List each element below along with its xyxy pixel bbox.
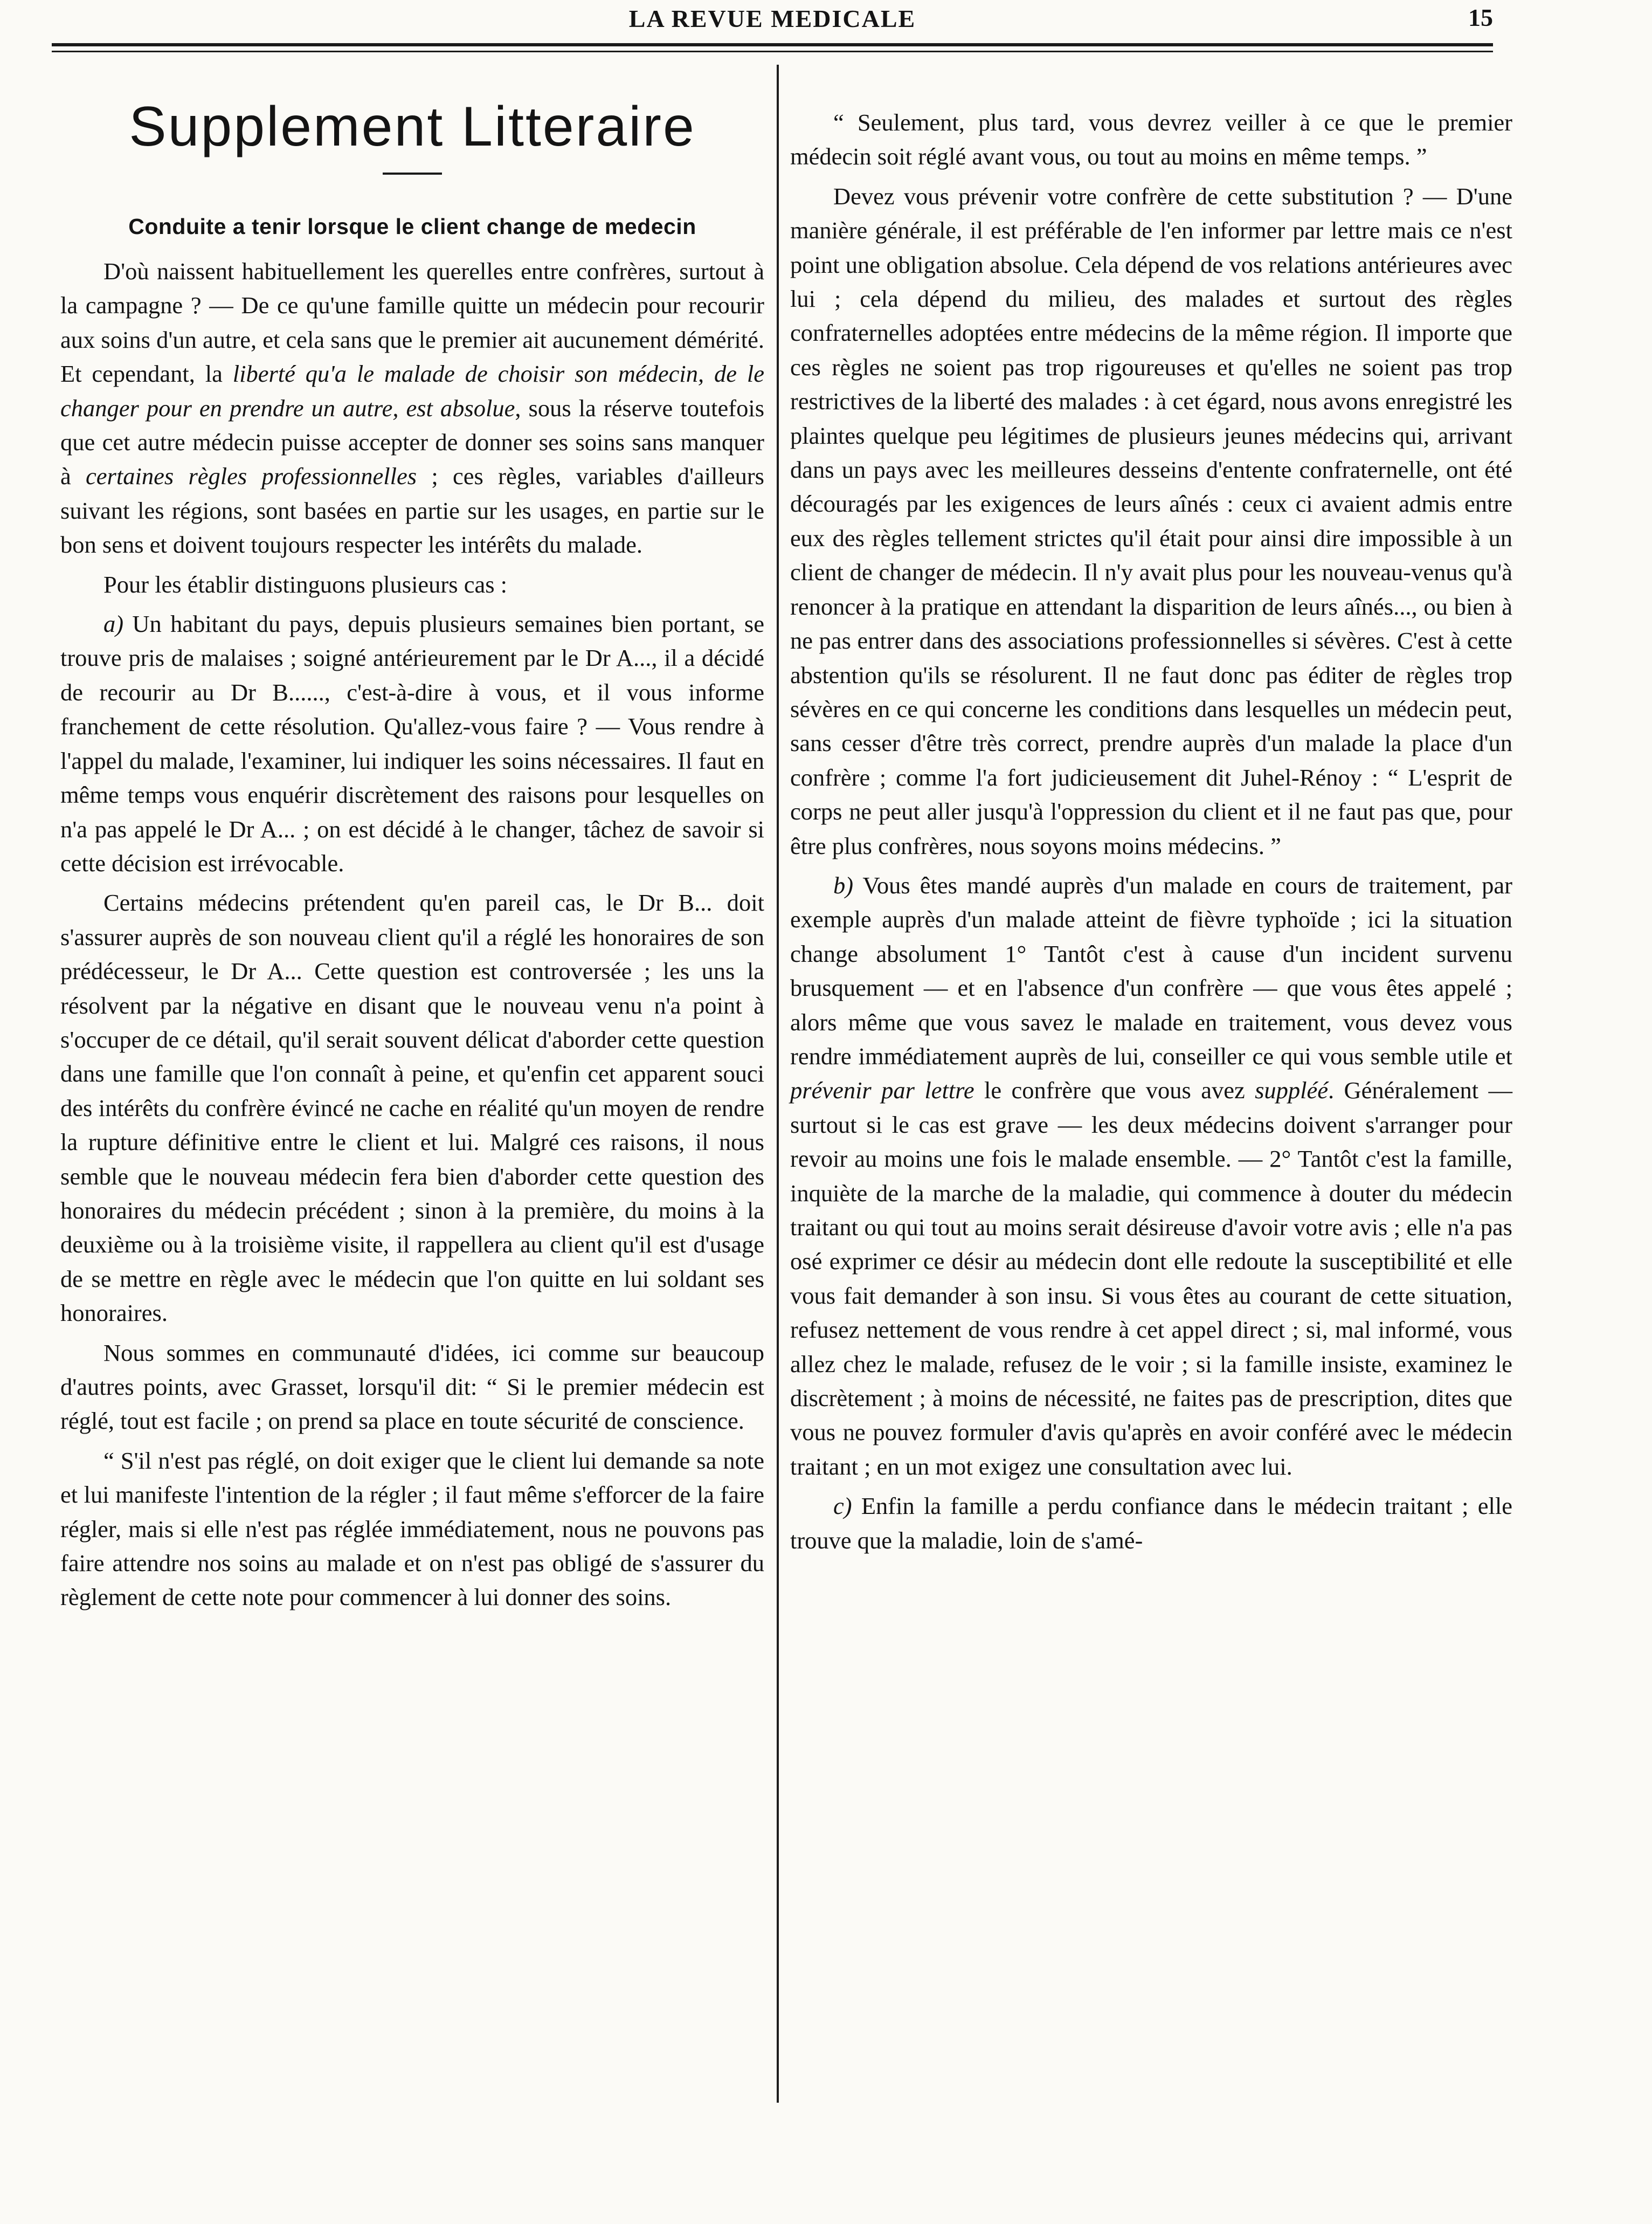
- text-run: Un habitant du pays, depuis plusieurs semaines bien portant, se trouve pris de malaises ; soigné antérieurement par le Dr A..., il a décidé de recourir au Dr B......, c'est-à-dire à vous, et il vous informe franchement de cette résolution. Qu'allez-vous faire ? — Vous rendre à l'appel du malade, l'examiner, lui indiquer les soins nécessaires. Il faut en même temps vous enquérir discrètement des raisons pour lesquelles on n'a pas appelé le Dr A... ; on est décidé à le changer, tâchez de savoir si cette décision est irrévocable.: [60, 610, 764, 877]
- left-column: [60, 92, 764, 1615]
- title-dash: [383, 173, 442, 175]
- supplement-title: Supplement Litteraire: [129, 95, 696, 158]
- italic-run: prévenir par lettre: [790, 1077, 974, 1104]
- text-run: . Généralement — surtout si le cas est grave — les deux médecins doivent s'arranger pour revoir au moins une fois le malade ensemble. — 2° Tantôt c'est la famille, inquiète de la marche de la maladie, qui commence à douter du médecin traitant ou qui tout au moins serait désireuse d'avoir votre avis ; elle n'a pas osé exprimer ce désir au médecin dont elle redoute la susceptibilité et elle vous fait demander à son insu. Si vous êtes au courant de cette situation, refusez nettement de vous rendre à cet appel direct ; si, mal informé, vous allez chez le malade, refusez de le voir ; si la famille insiste, examinez le discrètement ; à moins de nécessité, ne faites pas de prescription, dites que vous ne pouvez formuler d'avis qu'après en avoir conféré avec le médecin traitant ; en un mot exigez une consultation avec lui.: [790, 1077, 1512, 1480]
- page-header: [52, 0, 1493, 57]
- case-marker: c): [833, 1492, 852, 1520]
- text-run: le confrère que vous avez: [974, 1077, 1255, 1104]
- paragraph-case-c: [790, 1489, 1512, 1558]
- text-run: Enfin la famille a perdu confiance dans le médecin traitant ; elle trouve que la maladie, loin de s'amé-: [790, 1492, 1512, 1554]
- text-run: Vous êtes mandé auprès d'un malade en cours de traitement, par exemple auprès d'un malade atteint de fièvre typhoïde ; ici la situation change absolument 1° Tantôt c'est à cause d'un incident survenu brusquement — et en l'absence d'un confrère — que vous êtes appelé ; alors même que vous savez le malade en traitement, vous devez vous rendre immédiatement auprès de lui, conseiller ce qui vous semble utile et: [790, 871, 1512, 1070]
- italic-run: liberté qu'a le malade de choisir son médecin, de le changer pour en prendre un autre, est absolue: [60, 360, 764, 422]
- header-rule-thin: [52, 51, 1493, 52]
- paragraph-quote-end: “ Seulement, plus tard, vous devrez veiller à ce que le premier médecin soit réglé avant vous, ou tout au moins en même temps. ”: [790, 109, 1512, 170]
- italic-run: certaines règles professionnelles: [86, 463, 417, 490]
- column-divider: [777, 65, 779, 2103]
- text-run: , sous la réserve toutefois que cet autre médecin puisse accepter de donner ses soins sans manquer à: [60, 394, 765, 490]
- right-column: [790, 106, 1512, 1558]
- text-run: D'où naissent habituellement les querelles entre confrères, surtout à la campagne ? — De ce qu'une famille quitte un médecin pour recourir aux soins d'un autre, et cela sans que le premier ait aucunement démérité. Et cependant, la: [60, 258, 764, 388]
- paragraph-cases-intro: Pour les établir distinguons plusieurs cas :: [103, 570, 508, 598]
- paragraph-grasset: Nous sommes en communauté d'idées, ici comme sur beaucoup d'autres points, avec Grasset, lorsqu'il dit: “ Si le premier médecin est réglé, tout est facile ; on prend sa place en toute sécurité de conscience.: [60, 1339, 764, 1435]
- running-title: LA REVUE MEDICALE: [628, 5, 916, 32]
- text-run: ; ces règles, variables d'ailleurs suivant les régions, sont basées en partie sur les usages, en partie sur le bon sens et doivent toujours respecter les intérêts du malade.: [60, 463, 764, 559]
- italic-run: suppléé: [1255, 1077, 1329, 1104]
- header-rule-thick: [52, 43, 1493, 46]
- page-number: 15: [1468, 4, 1493, 31]
- paragraph-substitution: Devez vous prévenir votre confrère de cette substitution ? — D'une manière générale, il est préférable de l'en informer par lettre mais ce n'est point une obligation absolue. Cela dépend de vos relations antérieures avec lui ; cela dépend du milieu, des malades et surtout des règles confraternelles adoptées entre médecins de la même région. Il importe que ces règles ne soient pas trop rigoureuses et qu'elles ne soient pas trop restrictives de la liberté des malades : à cet égard, nous avons enregistré les plaintes quelque peu légitimes de plusieurs jeunes médecins qui, arrivant dans un pays avec les meilleures desseins d'entente confraternelle, ont été découragés par les exigences de leurs aînés : ceux ci avaient admis entre eux des règles tellement strictes qu'il était pour ainsi dire impossible à un client de changer de médecin. Il n'y avait plus pour les nouveau-venus qu'à renoncer à la pratique en attendant la disparition de leurs aînés..., ou bien à ne pas entrer dans des associations professionnelles si sévères. C'est à cette abstention qu'ils se résolurent. Il ne faut donc pas éditer de règles trop sévères en ce qui concerne les conditions dans lesquelles un médecin peut, sans cesser d'être très correct, prendre auprès d'un malade la place d'un confrère ; comme l'a fort judicieusement dit Juhel-Rénoy : “ L'esprit de corps ne peut aller jusqu'à l'oppression du client et il ne faut pas que, pour être plus confrères, nous soyons moins médecins. ”: [790, 182, 1512, 859]
- section-heading: Conduite a tenir lorsque le client change de medecin: [128, 214, 696, 239]
- paragraph-honoraires: Certains médecins prétendent qu'en pareil cas, le Dr B... doit s'assurer auprès de son nouveau client qu'il a réglé les honoraires de son prédécesseur, le Dr A... Cette question est controversée ; les uns la résolvent par la négative en disant que le nouveau venu n'a point à s'occuper de ce détail, qu'il serait souvent délicat d'aborder cette question dans une famille que l'on connaît à peine, et qu'enfin cet apparent souci des intérêts du confrère évincé ne cache en réalité qu'un moyen de rendre la rupture définitive entre le client et lui. Malgré ces raisons, il nous semble que le nouveau médecin fera bien d'aborder cette question des honoraires du médecin précédent ; sinon à la première, du moins à la deuxième ou à la troisième visite, il rappellera au client qu'il est d'usage de se mettre en règle avec le médecin que l'on quitte en lui soldant ses honoraires.: [60, 889, 764, 1327]
- paragraph-quote: “ S'il n'est pas réglé, on doit exiger que le client lui demande sa note et lui manifeste l'intention de la régler ; il faut même s'efforcer de la faire régler, mais si elle n'est pas réglée immédiatement, nous ne pouvons pas faire attendre nos soins au malade et on n'est pas obligé de s'assurer du règlement de cette note pour commencer à lui donner des soins.: [60, 1447, 764, 1611]
- paragraph-case-b: [790, 869, 1512, 1484]
- case-marker: b): [833, 871, 854, 899]
- case-marker: a): [103, 610, 124, 638]
- paragraph-case-a: [60, 607, 764, 880]
- paragraph-intro: [60, 254, 764, 562]
